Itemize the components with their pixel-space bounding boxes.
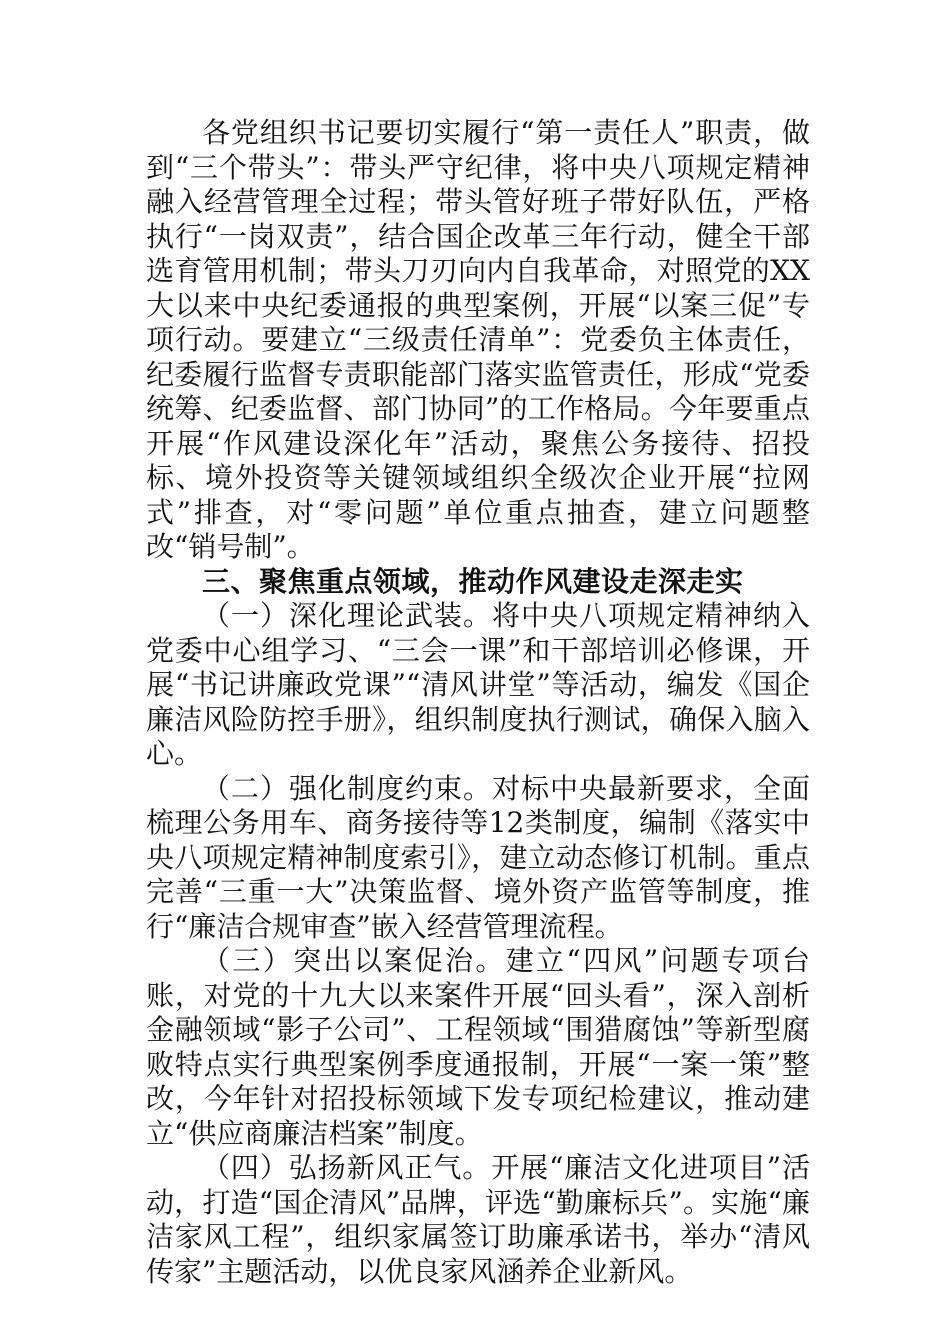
document-page [146, 116, 810, 1289]
section-heading-three: 三、聚焦重点领域，推动作风建设走深走实 [202, 564, 744, 598]
paragraph-new-atmosphere: （四）弘扬新风正气。开展“廉洁文化进项目”活动，打造“国企清风”品牌，评选“勤廉标兵”。实施“廉洁家风工程”，组织家属签订助廉承诺书，举办“清风传家”主题活动，以优良家风涵养企业新风。 [146, 1151, 810, 1288]
paragraph-case-governance: （三）突出以案促治。建立“四风”问题专项台账，对党的十九大以来案件开展“回头看”，深入剖析金融领域“影子公司”、工程领域“围猎腐蚀”等新型腐败特点实行典型案例季度通报制，开展“一案一策”整改，今年针对招投标领域下发专项纪检建议，推动建立“供应商廉洁档案”制度。 [146, 944, 810, 1150]
paragraph-system-constraint: （二）强化制度约束。对标中央最新要求，全面梳理公务用车、商务接待等12类制度，编制《落实中央八项规定精神制度索引》，建立动态修订机制。重点完善“三重一大”决策监督、境外资产监管等制度，推行“廉洁合规审查”嵌入经营管理流程。 [146, 771, 810, 943]
paragraph-responsibility: 各党组织书记要切实履行“第一责任人”职责，做到“三个带头”：带头严守纪律，将中央八项规定精神融入经营管理全过程；带头管好班子带好队伍，严格执行“一岗双责”，结合国企改革三年行动，健全干部选育管用机制；带头刀刃向内自我革命，对照党的XX大以来中央纪委通报的典型案例，开展“以案三促”专项行动。要建立“三级责任清单”：党委负主体责任，纪委履行监督专责职能部门落实监管责任，形成“党委统筹、纪委监督、部门协同”的工作格局。今年要重点开展“作风建设深化年”活动，聚焦公务接待、招投标、境外投资等关键领域组织全级次企业开展“拉网式”排查，对“零问题”单位重点抽查，建立问题整改“销号制”。 [146, 116, 810, 563]
paragraph-theory-study: （一）深化理论武装。将中央八项规定精神纳入党委中心组学习、“三会一课”和干部培训必修课，开展“书记讲廉政党课”“清风讲堂”等活动，编发《国企廉洁风险防控手册》，组织制度执行测试，确保入脑入心。 [146, 599, 810, 770]
